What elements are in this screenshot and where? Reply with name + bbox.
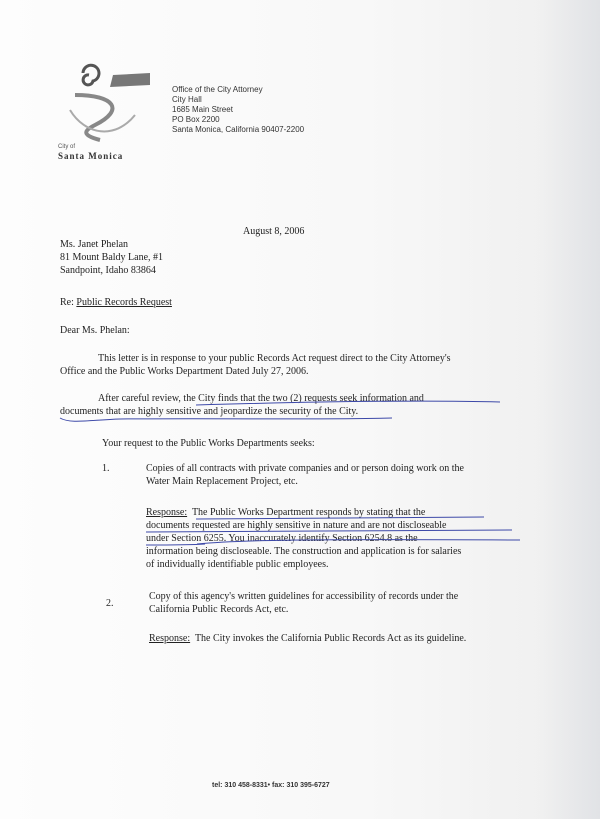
item-2-line-1: Copy of this agency's written guidelines for accessibility of records under the [149, 591, 459, 602]
scan-shadow [540, 0, 600, 819]
paragraph-2-line-1: After careful review, the City finds that the two (2) requests seek information and [98, 393, 424, 404]
item-1-line-1: Copies of all contracts with private companies and or person doing work on the [146, 463, 464, 474]
item-1-request [146, 462, 464, 488]
letterhead-pobox: PO Box 2200 [172, 115, 220, 124]
paragraph-2 [60, 392, 424, 418]
item-2-response-label: Response: [149, 633, 191, 644]
recipient-street: 81 Mount Baldy Lane, #1 [60, 252, 164, 263]
letterhead-address [172, 85, 304, 135]
re-subject: Public Records Request [76, 297, 172, 308]
item-1-response [146, 506, 461, 571]
logo-city-of: City of [58, 144, 76, 150]
logo-name: Santa Monica [58, 151, 124, 161]
ink-underline-2 [60, 418, 392, 421]
item-1-response-label: Response: [146, 507, 188, 518]
letterhead-city: Santa Monica, California 90407-2200 [172, 125, 305, 134]
item-1-response-line-4: information being discloseable. The construction and application is for salaries [146, 546, 462, 557]
letterhead-office: Office of the City Attorney [172, 85, 263, 94]
paragraph-2-line-2: documents that are highly sensitive and jeopardize the security of the City. [60, 406, 359, 417]
item-1-line-2: Water Main Replacement Project, etc. [146, 476, 298, 487]
item-2-response [149, 632, 466, 645]
item-2-line-2: California Public Records Act, etc. [149, 604, 289, 615]
item-2-request [149, 590, 458, 616]
item-2-response-text: The City invokes the California Public Records Act as its guideline. [194, 633, 467, 644]
paragraph-1-line-2: Office and the Public Works Department Dated July 27, 2006. [60, 366, 309, 377]
paragraph-3: Your request to the Public Works Departments seeks: [102, 438, 315, 449]
item-1-response-line-5: of individually identifiable public employees. [146, 559, 329, 570]
letterhead-building: City Hall [172, 95, 202, 104]
item-2-number: 2. [106, 598, 114, 609]
item-1-number: 1. [102, 463, 110, 474]
re-label: Re: [60, 297, 74, 308]
recipient-block [60, 238, 163, 277]
item-1-response-line-3: under Section 6255. You inaccurately identify Section 6254.8 as the [146, 533, 418, 544]
greeting: Dear Ms. Phelan: [60, 325, 130, 336]
letterhead-street: 1685 Main Street [172, 105, 233, 114]
item-1-response-line-1: The Public Works Department responds by stating that the [191, 507, 426, 518]
item-1-response-line-2: documents requested are highly sensitive in nature and are not discloseable [146, 520, 447, 531]
paragraph-1 [60, 352, 451, 378]
letter-date: August 8, 2006 [243, 226, 305, 237]
recipient-name: Ms. Janet Phelan [60, 239, 129, 250]
paragraph-1-line-1: This letter is in response to your public Records Act request direct to the City Attorney's [98, 353, 451, 364]
recipient-city: Sandpoint, Idaho 83864 [60, 265, 156, 276]
footer-contact: tel: 310 458-8331• fax: 310 395-6727 [212, 782, 330, 789]
re-line [60, 296, 172, 309]
